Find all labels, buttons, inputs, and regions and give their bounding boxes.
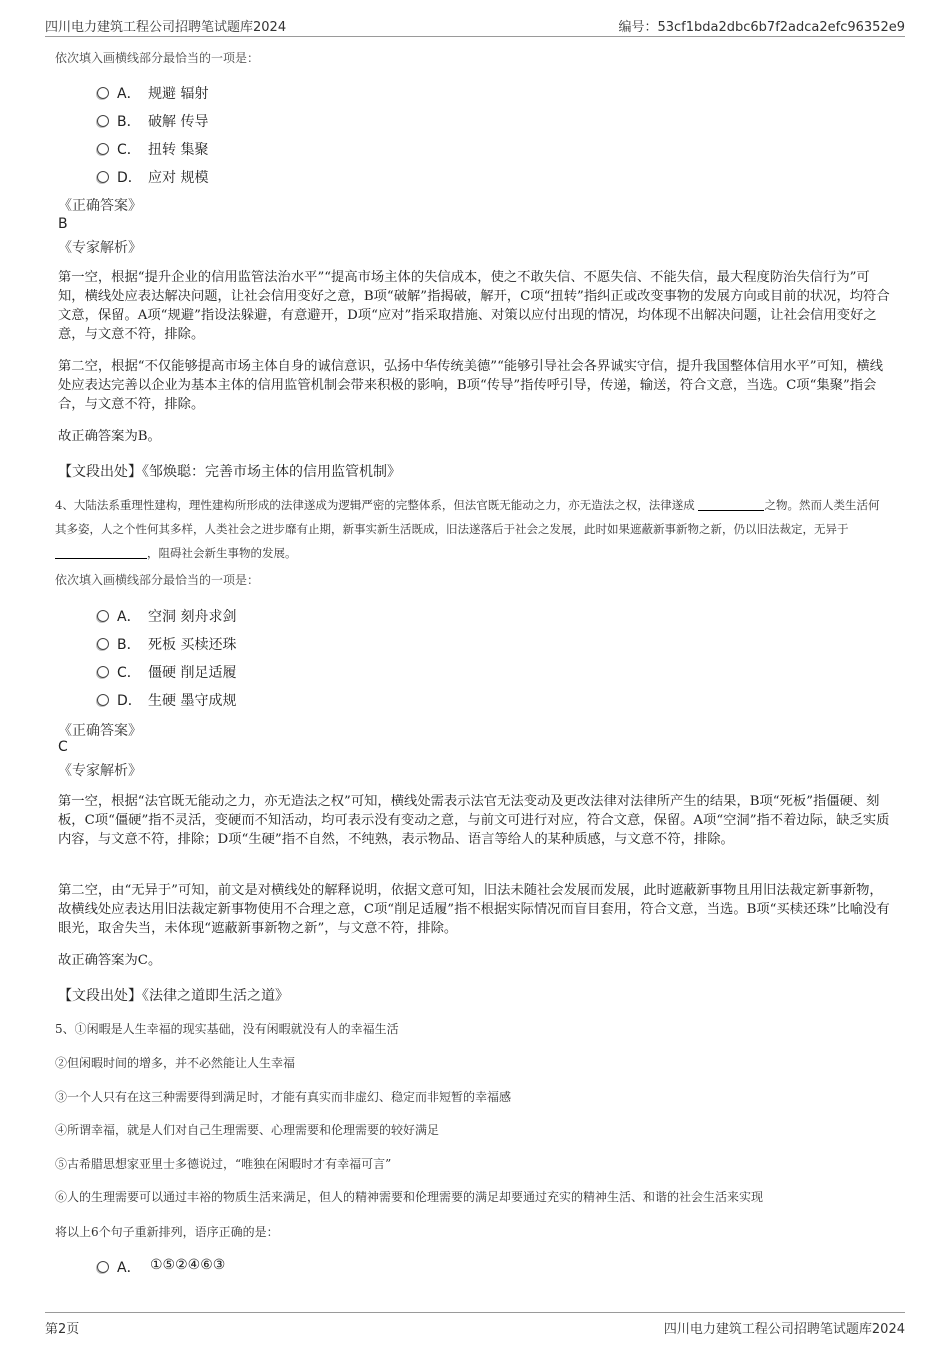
q4-stem-part2: 之物。然而人类生活何其多姿，人之个性何其多样，人类社会之进步靡有止期，新事实新生活既成，旧法遂落后于社会之发展，此时如果遮蔽新事新物之新，仍以旧法裁定，无异于 [55, 498, 880, 536]
q3-answer: B [58, 216, 68, 232]
radio-button[interactable] [97, 115, 109, 127]
option-letter: B． [117, 637, 141, 653]
q5-sentence-3: ③一个人只有在这三种需要得到满足时，才能有真实而非虚幻、稳定而非短暂的幸福感 [55, 1090, 512, 1104]
option-text: 死板 买椟还珠 [148, 637, 237, 653]
page-footer [45, 1312, 905, 1339]
option-text: 破解 传导 [148, 114, 209, 130]
radio-button[interactable] [97, 171, 109, 183]
option-text: 空洞 刻舟求剑 [148, 609, 237, 625]
option-letter: C． [117, 142, 141, 158]
q4-conclusion: 故正确答案为C。 [58, 953, 162, 968]
radio-button[interactable] [97, 1261, 109, 1273]
option-text: 规避 辐射 [148, 86, 209, 102]
option-letter: C． [117, 665, 141, 681]
header-title: 四川电力建筑工程公司招聘笔试题库2024 [45, 20, 287, 35]
q5-prompt: 将以上6个句子重新排列，语序正确的是： [55, 1225, 279, 1239]
q3-analysis-paragraph-2: 第二空，根据“不仅能够提高市场主体自身的诚信意识，弘扬中华传统美德”“能够引导社会各界诚实守信，提升我国整体信用水平”可知，横线处应表达完善以企业为基本主体的信用监管机制会带来积极的影响，B项“传导”指传呼引导，传递，输送，符合文意，当选。C项“集聚”指会合，与文意不符，排除。 [58, 359, 884, 412]
option-letter: A． [117, 609, 141, 625]
q5-sentence-5: ⑤古希腊思想家亚里士多德说过，“唯独在闲暇时才有幸福可言” [55, 1157, 392, 1171]
q5-sentence-6: ⑥人的生理需要可以通过丰裕的物质生活来满足，但人的精神需要和伦理需要的满足却要通过充实的精神生活、和谐的社会生活来实现 [55, 1190, 764, 1204]
option-text: 僵硬 削足适履 [148, 665, 237, 681]
q4-stem-part1: 4、大陆法系重理性建构，理性建构所形成的法律遂成为逻辑严密的完整体系，但法官既无能动之力，亦无造法之权，法律遂成 [55, 498, 695, 512]
q4-answer: C [58, 739, 68, 755]
radio-button[interactable] [97, 638, 109, 650]
q4-prompt: 依次填入画横线部分最恰当的一项是： [55, 573, 260, 587]
radio-button[interactable] [97, 694, 109, 706]
option-text: 应对 规模 [148, 170, 209, 186]
q4-analysis-paragraph-2: 第二空，由“无异于”可知，前文是对横线处的解释说明，依据文意可知，旧法未随社会发展而发展，此时遮蔽新事物且用旧法裁定新事新物，故横线处应表达用旧法裁定新事物使用不合理之意，C项“削足适履”指不根据实际情况而盲目套用，符合文意，当选。B项“买椟还珠”比喻没有眼光，取舍失当，未体现“遮蔽新事新物之新”，与文意不符，排除。 [58, 883, 890, 936]
q3-analysis-label: 《专家解析》 [58, 240, 142, 256]
q3-analysis-paragraph-1: 第一空，根据“提升企业的信用监管法治水平”“提高市场主体的失信成本，使之不敢失信、不愿失信、不能失信，最大程度防治失信行为”可知，横线处应表达解决问题，让社会信用变好之意，B项“破解”指揭破，解开，C项“扭转”指纠正或改变事物的发展方向或目前的状况，均符合文意，保留。A项“规避”指设法躲避，有意避开，D项“应对”指采取措施、对策以应付出现的情况，均体现不出解决问题，让社会信用变好之意，与文意不符，排除。 [58, 270, 890, 342]
q3-answer-label: 《正确答案》 [58, 198, 142, 214]
page-header [45, 10, 905, 37]
q4-analysis-paragraph-1: 第一空，根据“法官既无能动之力，亦无造法之权”可知，横线处需表示法官无法变动及更改法律对法律所产生的结果，B项“死板”指僵硬、刻板，C项“僵硬”指不灵活，变硬而不知活动，均可表示没有变动之意，与前文可进行对应，符合文意，保留。A项“空洞”指不着边际，缺乏实质内容，与文意不符，排除；D项“生硬”指不自然，不纯熟，表示物品、语言等给人的某种质感，与文意不符，排除。 [58, 794, 890, 847]
q4-source: 【文段出处】《法律之道即生活之道》 [58, 988, 289, 1004]
radio-button[interactable] [97, 610, 109, 622]
q4-stem-part3: ，阻碍社会新生事物的发展。 [147, 546, 297, 560]
q4-stem [55, 493, 885, 565]
radio-button[interactable] [97, 143, 109, 155]
option-text: 生硬 墨守成规 [148, 693, 237, 709]
radio-button[interactable] [97, 666, 109, 678]
option-letter: A． [117, 86, 141, 102]
q4-answer-label: 《正确答案》 [58, 723, 142, 739]
page-number: 第2页 [45, 1322, 80, 1337]
option-text: 扭转 集聚 [148, 142, 209, 158]
blank-line [55, 545, 147, 559]
q3-conclusion: 故正确答案为B。 [58, 429, 161, 444]
q3-source: 【文段出处】《邹焕聪：完善市场主体的信用监管机制》 [58, 464, 401, 480]
option-letter: B． [117, 114, 141, 130]
document-id: 编号：53cf1bda2dbc6b7f2adca2efc96352e9 [618, 20, 905, 35]
option-text: ①⑤②④⑥③ [150, 1257, 226, 1273]
option-letter: D． [117, 693, 142, 709]
option-letter: D． [117, 170, 142, 186]
q3-prompt: 依次填入画横线部分最恰当的一项是： [55, 51, 260, 65]
q5-sentence-4: ④所谓幸福，就是人们对自己生理需要、心理需要和伦理需要的较好满足 [55, 1123, 440, 1137]
q5-sentence-1: 5、①闲暇是人生幸福的现实基础，没有闲暇就没有人的幸福生活 [55, 1022, 399, 1036]
radio-button[interactable] [97, 87, 109, 99]
blank-line [698, 497, 764, 511]
q4-analysis-label: 《专家解析》 [58, 763, 142, 779]
q5-sentence-2: ②但闲暇时间的增多，并不必然能让人生幸福 [55, 1056, 296, 1070]
option-letter: A． [117, 1260, 141, 1276]
footer-title: 四川电力建筑工程公司招聘笔试题库2024 [663, 1322, 905, 1337]
